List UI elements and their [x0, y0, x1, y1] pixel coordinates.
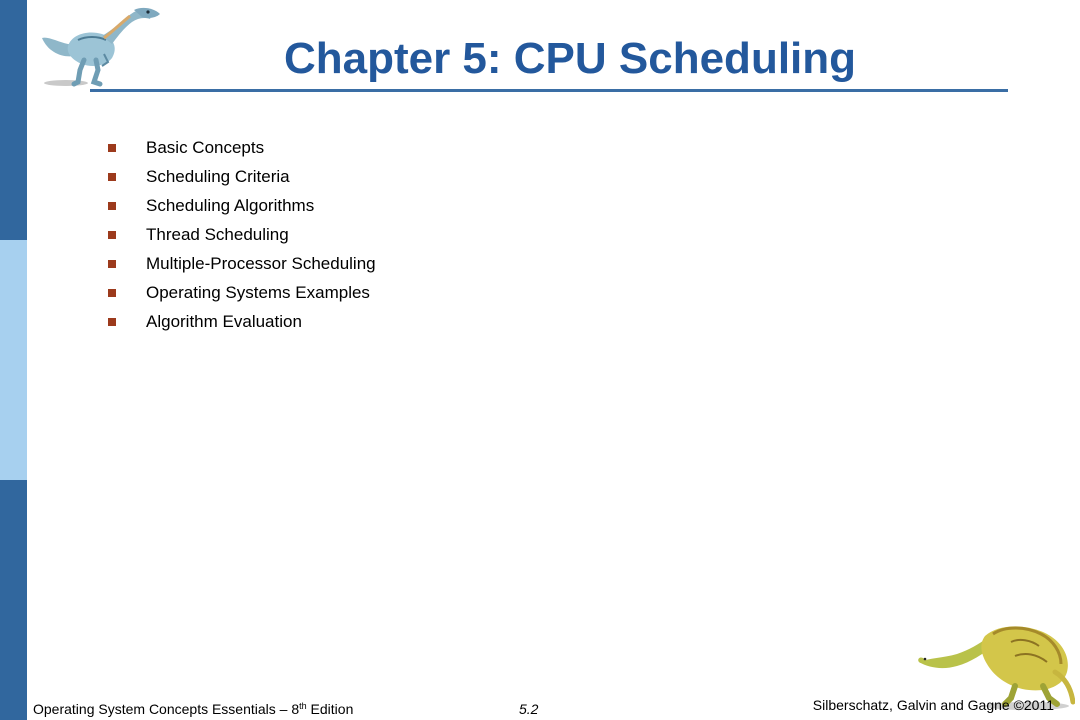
- bullet-marker-icon: [108, 318, 116, 326]
- footer-book-superscript: th: [299, 701, 307, 711]
- footer-page-number: 5.2: [519, 701, 539, 717]
- bullet-text: Basic Concepts: [146, 138, 265, 157]
- bullet-text: Algorithm Evaluation: [146, 312, 302, 331]
- sidebar-accent-bar: [0, 0, 27, 720]
- sidebar-segment-middle: [0, 240, 27, 480]
- bullet-text: Thread Scheduling: [146, 225, 289, 244]
- bullet-text: Operating Systems Examples: [146, 283, 370, 302]
- footer-book-suffix: Edition: [306, 701, 354, 717]
- bullet-marker-icon: [108, 202, 116, 210]
- title-underline-rule: [90, 89, 1008, 92]
- footer-copyright: Silberschatz, Galvin and Gagne ©2011: [812, 697, 1054, 713]
- bullet-text: Scheduling Criteria: [146, 167, 290, 186]
- sidebar-segment-top: [0, 0, 27, 240]
- dinosaur-illustration-top: [38, 4, 166, 88]
- bullet-text: Scheduling Algorithms: [146, 196, 315, 215]
- bullet-marker-icon: [108, 289, 116, 297]
- bullet-marker-icon: [108, 231, 116, 239]
- bullet-text: Multiple-Processor Scheduling: [146, 254, 376, 273]
- slide-title: Chapter 5: CPU Scheduling: [283, 34, 857, 83]
- footer-book-prefix: Operating System Concepts Essentials – 8: [33, 701, 300, 717]
- bullet-marker-icon: [108, 260, 116, 268]
- bullet-marker-icon: [108, 173, 116, 181]
- bullet-marker-icon: [108, 144, 116, 152]
- footer-book-title: [33, 700, 353, 718]
- sidebar-segment-bottom: [0, 480, 27, 720]
